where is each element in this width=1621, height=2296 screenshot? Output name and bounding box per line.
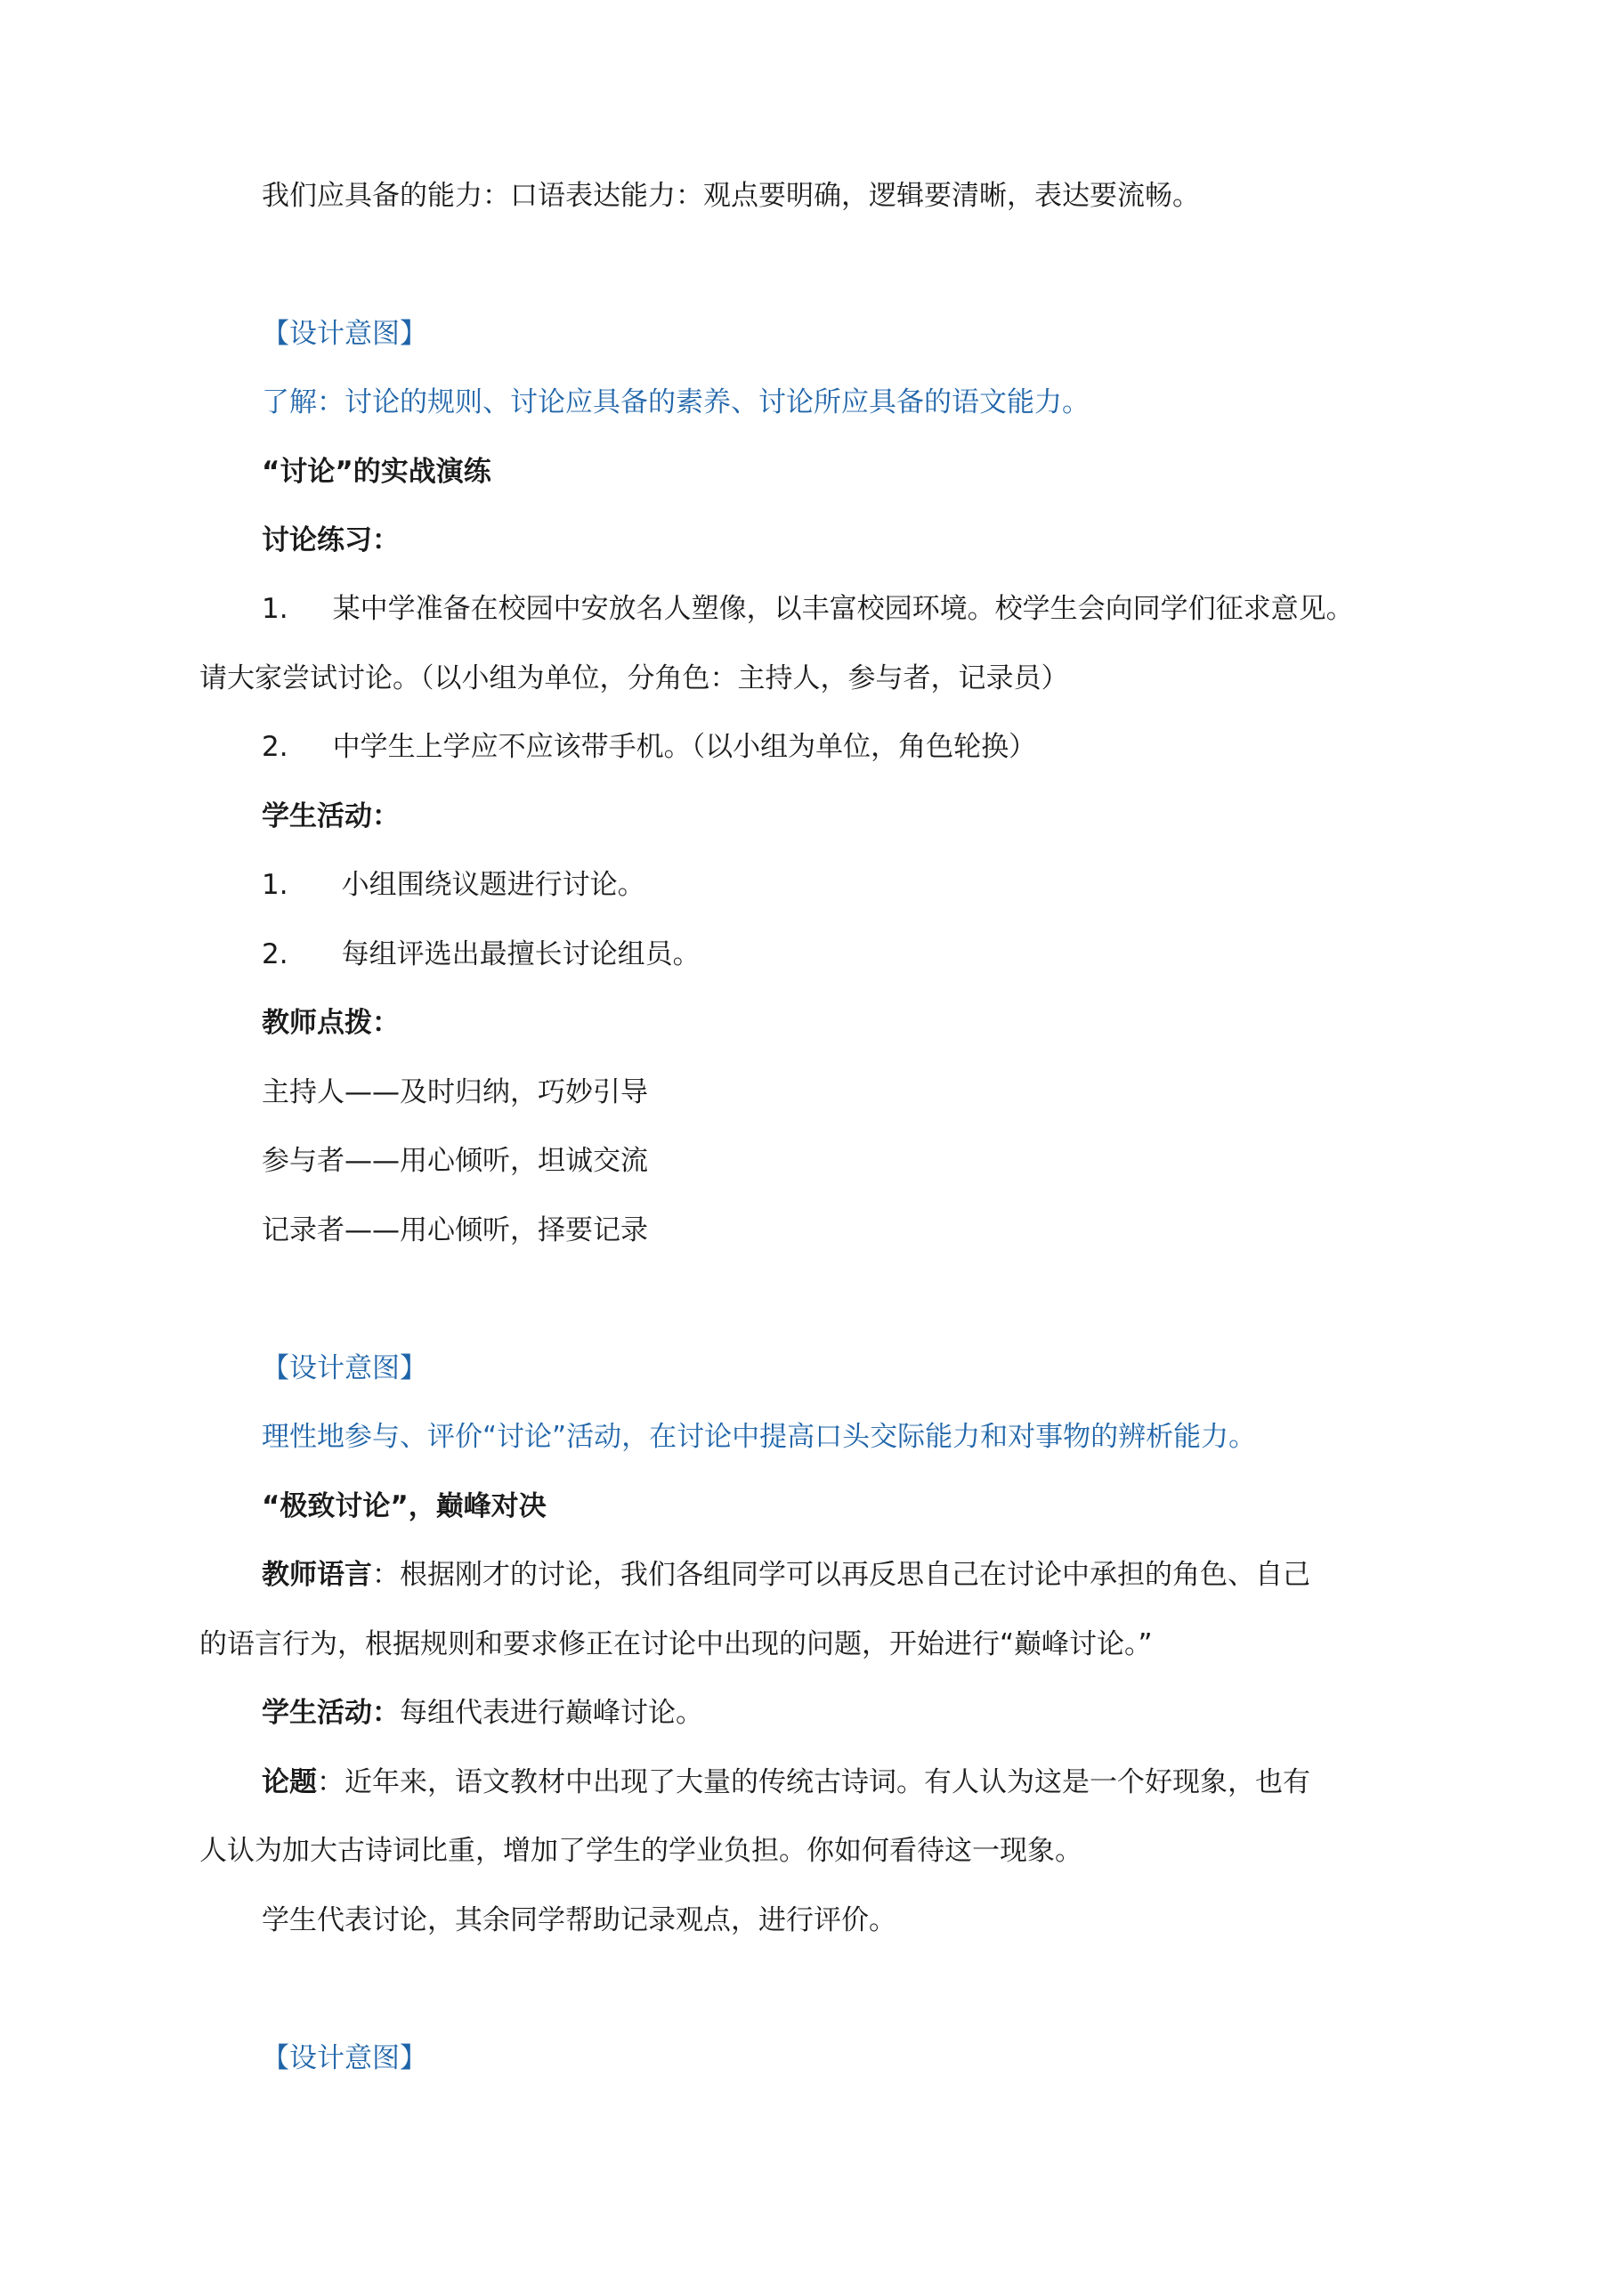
topic-continuation: 人认为加大古诗词比重，增加了学生的学业负担。你如何看待这一现象。 [199, 1835, 1082, 1867]
topic-paragraph [262, 1763, 1310, 1802]
practice-item-continuation: 请大家尝试讨论。（以小组为单位，分角色：主持人，参与者，记录员） [199, 662, 1069, 694]
student-activity-text: 每组代表进行巅峰讨论。 [400, 1697, 703, 1729]
student-activity-paragraph [262, 1693, 703, 1732]
section-heading: “讨论”的实战演练 [262, 456, 491, 488]
practice-item [262, 727, 1036, 767]
teacher-language-text: ：根据刚才的讨论，我们各组同学可以再反思自己在讨论中承担的角色、自己 [372, 1559, 1310, 1591]
design-intent-text: 理性地参与、评价“讨论”活动，在讨论中提高口头交际能力和对事物的辨析能力。 [262, 1421, 1257, 1453]
item-number: 2. [262, 938, 288, 970]
item-number: 1. [262, 593, 288, 625]
item-text: 中学生上学应不应该带手机。（以小组为单位，角色轮换） [332, 731, 1037, 763]
item-number: 2. [262, 731, 288, 763]
activity-item [262, 865, 645, 905]
student-activity-label: 学生活动： [262, 1697, 400, 1729]
design-intent-text: 了解：讨论的规则、讨论应具备的素养、讨论所应具备的语文能力。 [262, 386, 1090, 418]
design-intent-heading: 【设计意图】 [262, 1352, 427, 1384]
practice-item [262, 589, 1354, 629]
item-text: 某中学准备在校园中安放名人塑像，以丰富校园环境。校学生会向同学们征求意见。 [332, 593, 1354, 625]
teacher-guidance-label: 教师点拨： [262, 1007, 400, 1039]
item-number: 1. [262, 869, 288, 901]
teacher-point: 参与者——用心倾听，坦诚交流 [262, 1145, 648, 1177]
topic-label: 论题 [262, 1766, 317, 1798]
item-text: 每组评选出最擅长讨论组员。 [341, 938, 701, 970]
activity-label: 学生活动： [262, 800, 400, 832]
design-intent-heading: 【设计意图】 [262, 318, 427, 350]
topic-text: ：近年来，语文教材中出现了大量的传统古诗词。有人认为这是一个好现象，也有 [317, 1766, 1310, 1798]
item-text: 小组围绕议题进行讨论。 [341, 869, 645, 901]
design-intent-heading: 【设计意图】 [262, 2042, 427, 2074]
teacher-language-paragraph [262, 1555, 1310, 1594]
closing-paragraph: 学生代表讨论，其余同学帮助记录观点，进行评价。 [262, 1904, 896, 1936]
teacher-point: 记录者——用心倾听，择要记录 [262, 1214, 648, 1246]
teacher-language-label: 教师语言 [262, 1559, 372, 1591]
teacher-point: 主持人——及时归纳，巧妙引导 [262, 1076, 648, 1108]
practice-label: 讨论练习： [262, 524, 400, 556]
ability-text: 我们应具备的能力：口语表达能力：观点要明确，逻辑要清晰，表达要流畅。 [262, 180, 1200, 212]
activity-item [262, 935, 701, 974]
teacher-language-continuation: 的语言行为，根据规则和要求修正在讨论中出现的问题，开始进行“巅峰讨论。” [199, 1628, 1153, 1660]
section-heading: “极致讨论”，巅峰对决 [262, 1490, 547, 1522]
